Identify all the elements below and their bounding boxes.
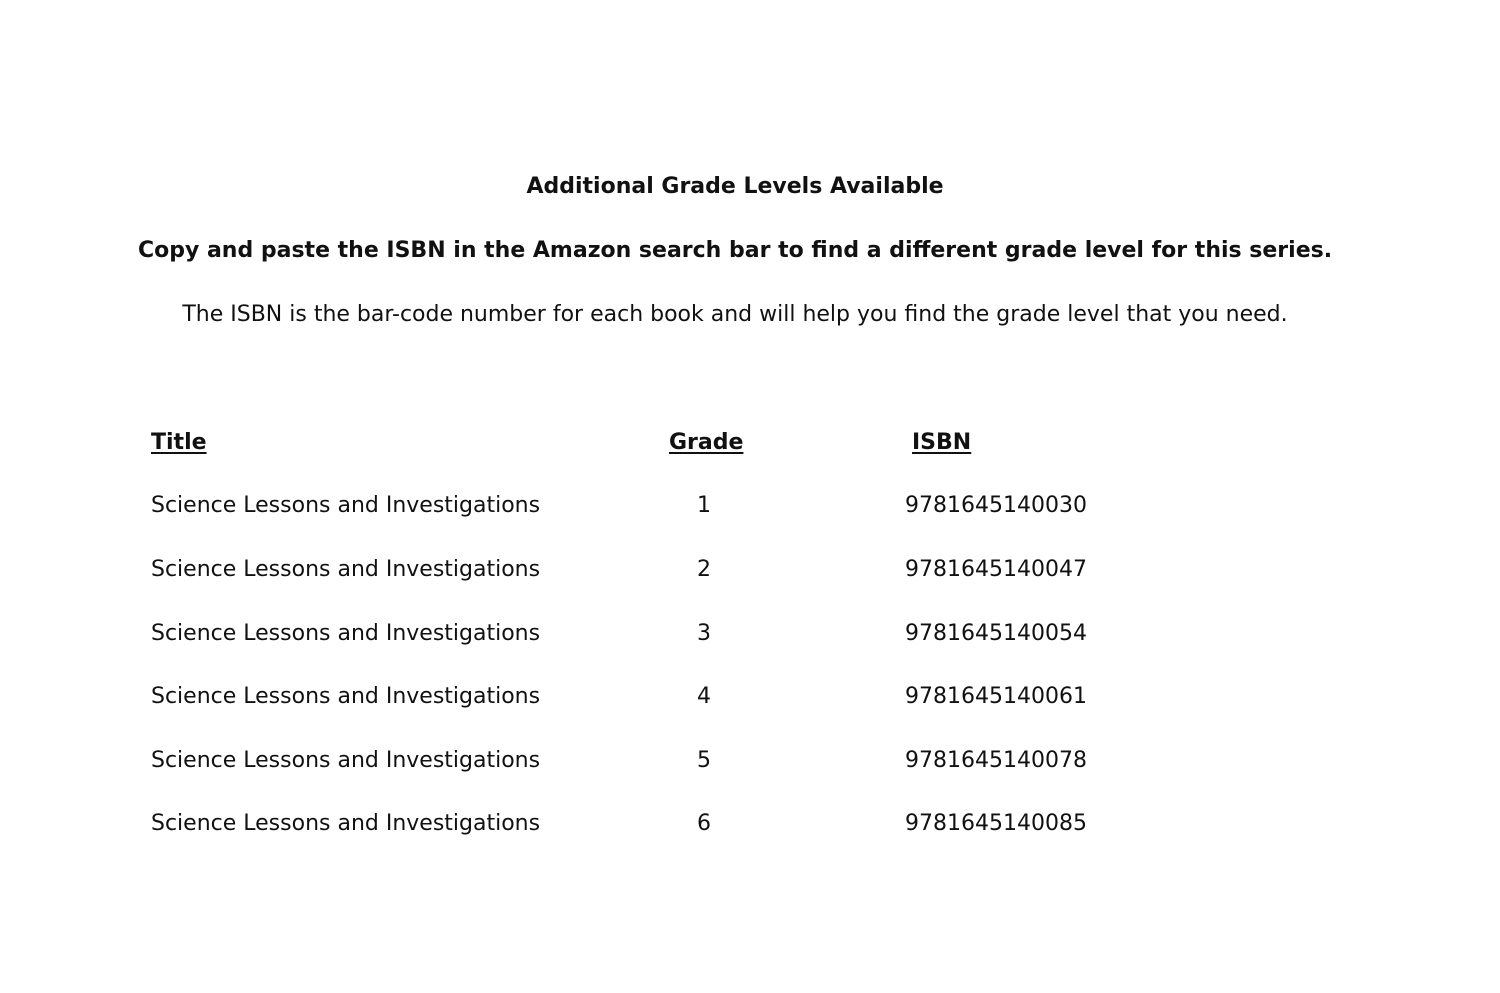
row-grade: 1 [697, 493, 711, 518]
page-title: Additional Grade Levels Available [526, 174, 944, 199]
row-title: Science Lessons and Investigations [151, 684, 541, 709]
row-grade: 3 [697, 621, 711, 646]
row-title: Science Lessons and Investigations [151, 493, 541, 518]
row-isbn: 9781645140054 [905, 621, 1087, 646]
row-isbn: 9781645140047 [905, 557, 1087, 582]
row-title: Science Lessons and Investigations [151, 811, 541, 836]
row-grade: 6 [697, 811, 711, 836]
column-header-grade: Grade [669, 430, 744, 455]
row-isbn: 9781645140078 [905, 748, 1087, 773]
isbn-note-text: The ISBN is the bar-code number for each book and will help you find the grade level that you need. [182, 302, 1288, 327]
row-title: Science Lessons and Investigations [151, 557, 541, 582]
row-title: Science Lessons and Investigations [151, 621, 541, 646]
row-grade: 4 [697, 684, 711, 709]
row-title: Science Lessons and Investigations [151, 748, 541, 773]
row-grade: 2 [697, 557, 711, 582]
row-grade: 5 [697, 748, 711, 773]
row-isbn: 9781645140085 [905, 811, 1087, 836]
row-isbn: 9781645140061 [905, 684, 1087, 709]
row-isbn: 9781645140030 [905, 493, 1087, 518]
column-header-isbn: ISBN [912, 430, 972, 455]
instruction-text: Copy and paste the ISBN in the Amazon search bar to find a different grade level for this series. [137, 238, 1333, 263]
column-header-title: Title [151, 430, 207, 455]
